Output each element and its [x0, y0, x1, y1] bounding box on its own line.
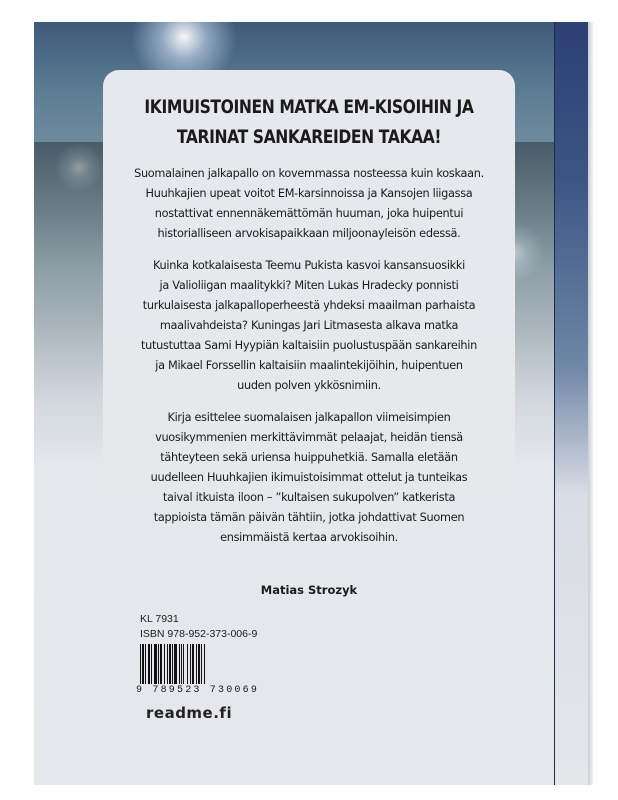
book-spine [554, 22, 593, 785]
text-line: ja Mikael Forssellin kaltaisiin maalintekijöihin, huipentuen [155, 359, 463, 372]
publication-info [136, 612, 280, 723]
barcode-gap [205, 644, 206, 684]
text-line: uuden polven ykkösnimiin. [237, 379, 381, 392]
text-line: Kuinka kotkalaisesta Teemu Pukista kasvoi kansansuosikki [153, 259, 465, 272]
barcode-digits: 9 789523 730069 [136, 685, 260, 696]
headline [140, 92, 478, 152]
text-line: turkulaisesta jalkapalloperheestä yhdeksi maailman parhaista [142, 299, 476, 312]
text-line: nostattivat ennennäkemättömän huuman, joka huipentui [154, 207, 464, 220]
isbn: ISBN 978-952-373-006-9 [140, 628, 258, 640]
headline-line: IKIMUISTOINEN MATKA EM-KISOIHIN JA [144, 96, 474, 118]
stadium-stands-left [34, 142, 104, 402]
text-line: Suomalainen jalkapallo on kovemmassa nosteessa kuin koskaan. [134, 167, 484, 180]
paragraph-2 [103, 256, 515, 396]
paragraph-1 [103, 164, 515, 244]
text-line: historialliseen arvokisapaikkaan miljoonayleisön edessä. [157, 227, 461, 240]
text-line: ensimmäistä kertaa arvokisoihin. [220, 531, 398, 544]
paragraph-3 [103, 408, 515, 548]
kl-code: KL 7931 [140, 613, 179, 625]
barcode [140, 644, 260, 684]
text-line: tappioista tämän päivän tähtiin, jotka johdattivat Suomen [153, 511, 465, 524]
text-line: tähteyteen sekä uriensa huippuhetkiä. Samalla eletään [160, 451, 458, 464]
text-line: maalivahdeista? Kuningas Jari Litmasesta alkava matka [159, 319, 459, 332]
publisher-logo: readme.fi [146, 704, 233, 722]
text-line: Huuhkajien upeat voitot EM-karsinnoissa ja Kansojen liigassa [145, 187, 473, 200]
text-panel [103, 70, 515, 770]
author-name: Matias Strozyk [260, 583, 358, 597]
text-line: tutustuttaa Sami Hyypiän kaltaisiin puolustuspään sankareihin [141, 339, 477, 352]
page-edge [588, 22, 593, 785]
text-line: ja Valioliigan maalitykki? Miten Lukas Hradecky ponnisti [159, 279, 459, 292]
text-line: taival itkuista iloon – ”kultaisen sukupolven” katkerista [162, 491, 456, 504]
text-line: vuosikymmenien merkittävimmät pelaajat, heidän tiensä [155, 431, 463, 444]
catalog-info [140, 612, 280, 642]
text-line: Kirja esittelee suomalaisen jalkapallon viimeisimpien [167, 411, 451, 424]
stadium-stands-right [509, 142, 554, 402]
headline-line: TARINAT SANKAREIDEN TAKAA! [176, 126, 442, 148]
text-line: uudelleen Huuhkajien ikimuistoisimmat ottelut ja tunteikas [150, 471, 468, 484]
